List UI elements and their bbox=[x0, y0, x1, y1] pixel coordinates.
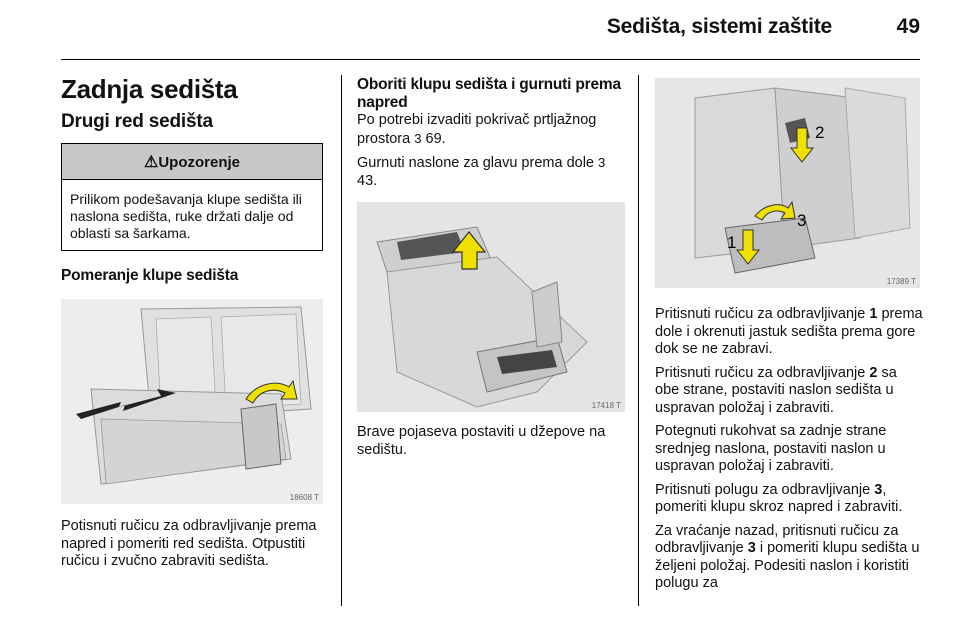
body-text: Pritisnuti polugu za odbravljivanje 3, pomeriti klupu skroz napred i zabraviti. bbox=[655, 481, 903, 515]
warning-header bbox=[62, 144, 322, 180]
column-divider bbox=[341, 75, 342, 606]
header-rule bbox=[61, 59, 920, 60]
body-text: Pritisnuti ručicu za odbravljivanje 2 sa obe strane, postaviti naslon sedišta u uspravan položaj i zabraviti. bbox=[655, 364, 897, 416]
body-text: Za vraćanje nazad, pritisnuti ručicu za odbravljivanje 3 i pomeriti klupu sedišta u željeni položaj. Podesiti naslon i koristiti polugu za bbox=[655, 522, 920, 591]
seat-fold-illustration bbox=[357, 202, 625, 412]
warning-box bbox=[61, 143, 323, 251]
figure-code: 17418 T bbox=[591, 401, 621, 410]
seat-illustration-graphic bbox=[61, 299, 323, 504]
figure-label: 2 bbox=[815, 123, 825, 142]
figure-code: 18608 T bbox=[289, 493, 319, 502]
section-heading: Oboriti klupu sedišta i gurnuti prema napred bbox=[357, 76, 621, 111]
subsection-title: Drugi red sedišta bbox=[61, 111, 213, 132]
body-text: Gurnuti naslone za glavu prema dole 3 43. bbox=[357, 155, 606, 189]
section-title: Zadnja sedišta bbox=[61, 74, 238, 104]
warning-label: Upozorenje bbox=[158, 154, 241, 171]
page-reference-icon: 3 bbox=[598, 155, 606, 170]
column-divider bbox=[638, 75, 639, 606]
page-reference-icon: 3 bbox=[414, 130, 422, 146]
figure-label: 1 bbox=[727, 233, 737, 252]
body-text: Pritisnuti ručicu za odbravljivanje 1 prema dole i okrenuti jastuk sedišta prema gore dok se ne zabravi. bbox=[655, 306, 923, 357]
figure-code: 17389 T bbox=[886, 277, 916, 286]
section-heading: Pomeranje klupe sedišta bbox=[61, 267, 239, 284]
body-text: Potisnuti ručicu za odbravljivanje prema napred i pomeriti red sedišta. Otpustiti ručicu i zvučno zabraviti sedišta. bbox=[61, 518, 317, 569]
seat-slide-illustration bbox=[61, 299, 323, 504]
warning-icon: ⚠ bbox=[143, 154, 159, 171]
seat-unlock-illustration bbox=[655, 78, 920, 288]
body-text: Brave pojaseva postaviti u džepove na sedištu. bbox=[357, 424, 606, 458]
body-text: Po potrebi izvaditi pokrivač prtljažnog prostora 3 69. bbox=[357, 112, 597, 147]
body-text: Potegnuti rukohvat sa zadnje strane srednjeg naslona, postaviti naslon u uspravan položaj i zabraviti. bbox=[655, 423, 887, 474]
column-2 bbox=[357, 70, 625, 465]
warning-text: Prilikom podešavanja klupe sedišta ili naslona sedišta, ruke držati dalje od oblasti sa šarkama. bbox=[70, 191, 302, 241]
seat-illustration-graphic bbox=[655, 78, 920, 288]
header-title: Sedišta, sistemi zaštite bbox=[606, 15, 832, 38]
page-number: 49 bbox=[896, 15, 920, 38]
seat-illustration-graphic bbox=[357, 202, 625, 412]
figure-label: 3 bbox=[797, 211, 807, 230]
column-1 bbox=[61, 70, 323, 577]
column-3 bbox=[655, 70, 925, 599]
